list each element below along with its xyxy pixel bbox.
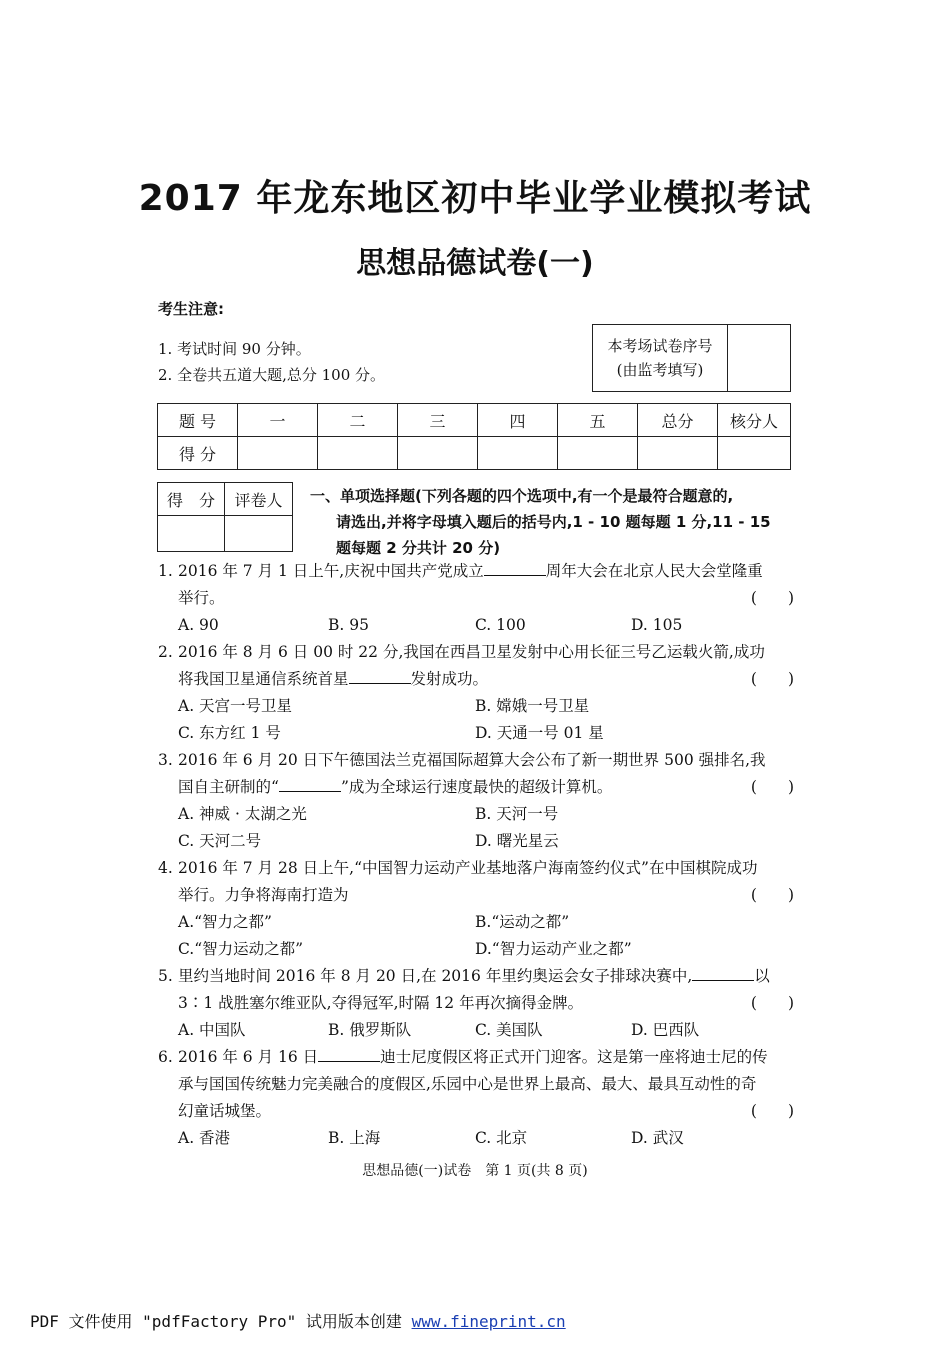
answer-blank[interactable]: [349, 669, 411, 684]
option-d[interactable]: D. 武汉: [631, 1129, 684, 1147]
grader-name-cell[interactable]: [225, 516, 293, 552]
score-table-header: 三: [398, 404, 478, 437]
option-c[interactable]: C. 100: [475, 616, 526, 634]
option-c[interactable]: C. 北京: [475, 1129, 528, 1147]
question-text: 3∶1 战胜塞尔维亚队,夺得冠军,时隔 12 年再次摘得金牌。: [178, 994, 584, 1012]
answer-parentheses[interactable]: ( ): [750, 778, 794, 796]
grader-table: [157, 482, 293, 552]
question-text: 2016 年 8 月 6 日 00 时 22 分,我国在西昌卫星发射中心用长征三号乙运载火箭,成功: [178, 643, 765, 661]
question-text: 2016 年 7 月 1 日上午,庆祝中国共产党成立: [178, 562, 484, 580]
fineprint-link[interactable]: www.fineprint.cn: [411, 1312, 566, 1331]
question-number: 6.: [158, 1048, 173, 1066]
serial-number-box: [592, 324, 791, 392]
option-c[interactable]: C. 东方红 1 号: [178, 724, 281, 742]
score-table-score-row: [158, 437, 791, 470]
question-text: 2016 年 6 月 20 日下午德国法兰克福国际超算大会公布了新一期世界 500 强排名,我: [178, 751, 766, 769]
section-1-line: 请选出,并将字母填入题后的括号内,1 - 10 题每题 1 分,11 - 15: [336, 513, 771, 531]
score-cell[interactable]: [718, 437, 791, 470]
serial-label: [593, 325, 728, 391]
question-number: 1.: [158, 562, 173, 580]
question-text: 国自主研制的“: [178, 778, 279, 796]
option-b[interactable]: B. 嫦娥一号卫星: [475, 697, 590, 715]
score-table-header: 一: [238, 404, 318, 437]
question-3: [158, 747, 794, 801]
option-a[interactable]: A.“智力之都”: [178, 913, 272, 931]
option-d[interactable]: D. 天通一号 01 星: [475, 724, 604, 742]
option-b[interactable]: B. 95: [328, 616, 369, 634]
option-d[interactable]: D. 105: [631, 616, 683, 634]
question-number: 2.: [158, 643, 173, 661]
question-text: 以: [754, 967, 770, 985]
score-cell[interactable]: [318, 437, 398, 470]
answer-blank[interactable]: [318, 1047, 380, 1062]
question-text: 周年大会在北京人民大会堂隆重: [545, 562, 763, 580]
question-5-options: [178, 1017, 794, 1044]
option-b[interactable]: B.“运动之都”: [475, 913, 570, 931]
answer-parentheses[interactable]: ( ): [750, 670, 794, 688]
option-a[interactable]: A. 神威 · 太湖之光: [178, 805, 307, 823]
question-text: 2016 年 6 月 16 日: [178, 1048, 319, 1066]
answer-parentheses[interactable]: ( ): [750, 994, 794, 1012]
question-1-options: [178, 612, 794, 639]
section-1-instructions: [310, 483, 795, 561]
grader-score-label: 得 分: [158, 483, 225, 516]
option-b[interactable]: B. 俄罗斯队: [328, 1021, 412, 1039]
score-cell[interactable]: [478, 437, 558, 470]
score-table-header: 总分: [638, 404, 718, 437]
option-c[interactable]: C. 美国队: [475, 1021, 543, 1039]
option-a[interactable]: A. 中国队: [178, 1021, 246, 1039]
score-row-label: 得 分: [158, 437, 238, 470]
question-1: [158, 558, 794, 612]
question-text: 迪士尼度假区将正式开门迎客。这是第一座将迪士尼的传: [380, 1048, 768, 1066]
question-text: 2016 年 7 月 28 日上午,“中国智力运动产业基地落户海南签约仪式”在中国棋院成功: [178, 859, 758, 877]
serial-label-line2: (由监考填写): [616, 361, 704, 379]
score-cell[interactable]: [398, 437, 478, 470]
serial-input-cell[interactable]: [728, 325, 790, 391]
page-footer: 思想品德(一)试卷 第 1 页(共 8 页): [362, 1163, 588, 1179]
score-cell[interactable]: [238, 437, 318, 470]
answer-parentheses[interactable]: ( ): [750, 886, 794, 904]
option-a[interactable]: A. 90: [178, 616, 219, 634]
exam-title: 2017 年龙东地区初中毕业学业模拟考试: [138, 178, 812, 219]
question-text: 里约当地时间 2016 年 8 月 20 日,在 2016 年里约奥运会女子排球决赛中,: [178, 967, 693, 985]
answer-parentheses[interactable]: ( ): [750, 1102, 794, 1120]
notice-item: 1. 考试时间 90 分钟。: [158, 340, 311, 358]
question-4-options: [178, 909, 794, 963]
grader-label: 评卷人: [225, 483, 293, 516]
score-table: [157, 403, 791, 470]
pdf-banner-text: PDF 文件使用 "pdfFactory Pro" 试用版本创建: [30, 1312, 412, 1331]
option-d[interactable]: D. 巴西队: [631, 1021, 700, 1039]
question-text: 承与国国传统魅力完美融合的度假区,乐园中心是世界上最高、最大、最具互动性的奇: [178, 1075, 757, 1093]
question-3-options: [178, 801, 794, 855]
answer-blank[interactable]: [484, 561, 546, 576]
score-table-header: 题 号: [158, 404, 238, 437]
exam-subtitle: 思想品德试卷(一): [356, 246, 594, 281]
score-table-header: 核分人: [718, 404, 791, 437]
question-2-options: [178, 693, 794, 747]
question-text: 举行。: [178, 589, 225, 607]
option-a[interactable]: A. 天宫一号卫星: [178, 697, 293, 715]
option-b[interactable]: B. 天河一号: [475, 805, 559, 823]
grader-score-cell[interactable]: [158, 516, 225, 552]
score-table-header: 四: [478, 404, 558, 437]
option-c[interactable]: C. 天河二号: [178, 832, 262, 850]
score-table-header-row: [158, 404, 791, 437]
question-text: 幻童话城堡。: [178, 1102, 272, 1120]
question-text: ”成为全球运行速度最快的超级计算机。: [340, 778, 613, 796]
question-5: [158, 963, 794, 1017]
section-1-line: 一、单项选择题(下列各题的四个选项中,有一个是最符合题意的,: [310, 487, 734, 505]
serial-label-line1: 本考场试卷序号: [607, 337, 713, 355]
score-table-header: 五: [558, 404, 638, 437]
question-number: 3.: [158, 751, 173, 769]
score-cell[interactable]: [638, 437, 718, 470]
notice-heading: 考生注意:: [158, 300, 224, 318]
question-6-options: [178, 1125, 794, 1152]
question-number: 5.: [158, 967, 173, 985]
question-text: 举行。力争将海南打造为: [178, 886, 349, 904]
notice-item: 2. 全卷共五道大题,总分 100 分。: [158, 366, 386, 384]
question-text: 发射成功。: [410, 670, 489, 688]
question-2: [158, 639, 794, 693]
question-6: [158, 1044, 794, 1125]
question-text: 将我国卫星通信系统首星: [178, 670, 349, 688]
answer-blank[interactable]: [279, 777, 341, 792]
score-cell[interactable]: [558, 437, 638, 470]
question-4: [158, 855, 794, 909]
option-c[interactable]: C.“智力运动之都”: [178, 940, 304, 958]
option-d[interactable]: D.“智力运动产业之都”: [475, 940, 632, 958]
answer-blank[interactable]: [692, 966, 754, 981]
score-table-header: 二: [318, 404, 398, 437]
answer-parentheses[interactable]: ( ): [750, 589, 794, 607]
pdf-watermark-banner: [30, 1309, 566, 1332]
section-1-line: 题每题 2 分共计 20 分): [336, 539, 501, 557]
option-b[interactable]: B. 上海: [328, 1129, 381, 1147]
question-number: 4.: [158, 859, 173, 877]
option-d[interactable]: D. 曙光星云: [475, 832, 559, 850]
option-a[interactable]: A. 香港: [178, 1129, 231, 1147]
